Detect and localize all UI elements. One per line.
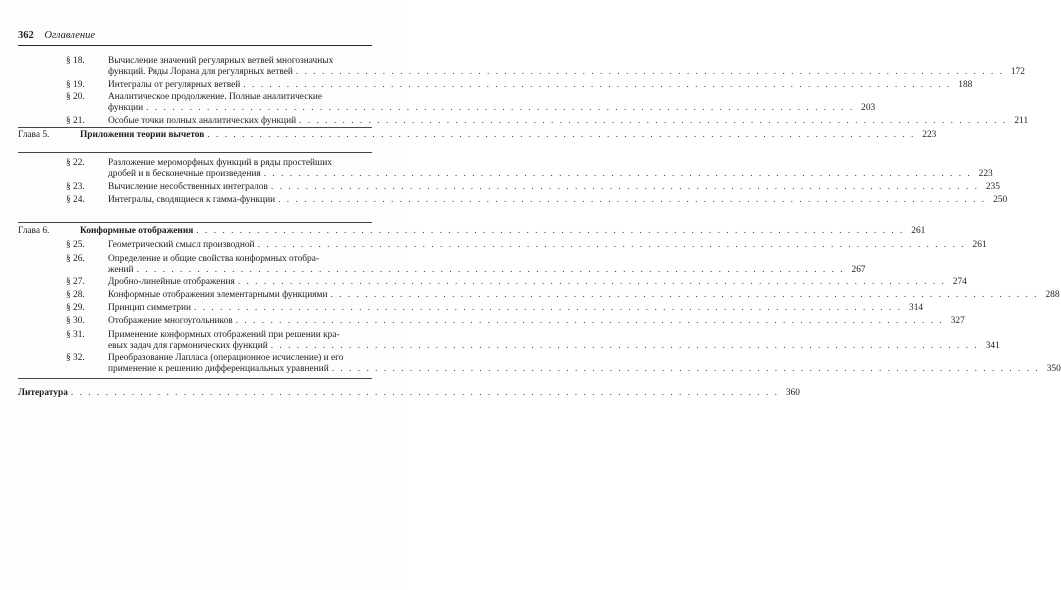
toc-entry-label: § 31. [66,330,85,340]
toc-entry-label: § 28. [66,290,85,300]
dot-leader [258,240,966,251]
dot-leader [71,388,779,399]
toc-entry-title: Отображение многоугольников [108,316,233,326]
toc-entry-title: функции [108,103,144,114]
header-rule [18,45,372,46]
toc-entry-title: применение к решению дифференциальных уравнений [108,364,329,375]
toc-entry-title: Приложения теории вычетов [80,130,205,140]
toc-page-number: 341 [985,341,1000,352]
toc-entry-title: функций. Ряды Лорана для регулярных ветвей [108,67,293,78]
toc-entry-label: § 23. [66,182,85,192]
dot-leader [243,80,951,91]
toc-entry-label: § 26. [66,254,85,264]
running-head [18,30,390,42]
toc-page-number: 288 [1045,290,1060,300]
toc-entry-title: Разложение мероморфных функций в ряды простейших [108,158,332,168]
toc-entry-title: Конформные отображения элементарными функциями [108,290,328,300]
toc-page-number: 350 [1046,364,1061,375]
dot-leader [207,130,915,141]
dot-leader [299,116,1007,127]
toc-entry-title: Конформные отображения [80,226,194,236]
toc-entry-title: Определение и общие свойства конформных отобра- [108,254,320,264]
toc-page-number: 223 [922,130,937,140]
dot-leader [278,195,986,206]
toc-entry-title: Вычисление значений регулярных ветвей многозначных [108,56,334,66]
toc-entry-title: Вычисление несобственных интегралов [108,182,268,192]
toc-entry-title: Преобразование Лапласа (операционное исчисление) и его [108,353,344,363]
toc-entry-label: § 32. [66,353,85,363]
toc-page-number: 235 [985,182,1000,192]
toc-page-number: 274 [952,277,967,287]
dot-leader [332,364,1040,375]
toc-entry-title: Применение конформных отображений при решении кра- [108,330,340,340]
toc-page-number: 250 [993,195,1008,205]
toc-entry-title: Геометрический смысл производной [108,240,255,250]
toc-entry-title: евых задач для гармонических функций [108,341,268,352]
toc-entry-title: Особые точки полных аналитических функций [108,116,297,126]
toc-page-number: 203 [861,103,876,114]
dot-leader [264,169,972,180]
toc-page-number: 211 [1014,116,1029,126]
toc-entry-label: Глава 5. [18,130,50,140]
page-title: Оглавление [44,30,96,41]
toc-entry-label: § 27. [66,277,85,287]
section-divider [18,127,372,128]
section-divider [18,378,372,379]
page-number: 362 [18,30,34,41]
dot-leader [271,341,979,352]
toc-page-number: 223 [978,169,993,180]
toc-entry-label: Глава 6. [18,226,50,236]
toc-entry-label: § 30. [66,316,85,326]
toc-entry-title: Дробно-линейные отображения [108,277,235,287]
toc-page-number: 267 [851,265,866,276]
toc-page-number: 261 [911,226,926,236]
toc-entry-label: § 18. [66,56,85,66]
toc-page-number: 172 [1010,67,1025,78]
toc-page-number: 360 [785,388,800,398]
dot-leader [194,303,902,314]
dot-leader [330,290,1038,301]
toc-entry-label: § 29. [66,303,85,313]
toc-page-number: 327 [950,316,965,326]
toc-entry-title: Литература [18,388,68,398]
toc-entry-label: § 21. [66,116,85,126]
toc-entry-label: § 19. [66,80,85,90]
toc-entry-title: жений [108,265,134,276]
section-divider [18,152,372,153]
dot-leader [146,103,854,114]
toc-page-number: 261 [972,240,987,250]
toc-entry-title: Интегралы, сводящиеся к гамма-функции [108,195,276,205]
toc-entry-title: Принцип симметрии [108,303,192,313]
dot-leader [236,316,944,327]
toc-page-number: 314 [909,303,924,313]
toc-page-number: 188 [958,80,973,90]
toc-entry-title: дробей и в бесконечные произведения [108,169,261,180]
dot-leader [196,226,904,237]
section-divider [18,222,372,223]
toc-entry-label: § 22. [66,158,85,168]
dot-leader [137,265,845,276]
toc-entry-label: § 24. [66,195,85,205]
dot-leader [238,277,946,288]
toc-entry-label: § 25. [66,240,85,250]
toc-entry-title: Интегралы от регулярных ветвей [108,80,241,90]
dot-leader [296,67,1004,78]
dot-leader [271,182,979,193]
toc-entry-title: Аналитическое продолжение. Полные аналитические [108,92,323,102]
toc-entry-label: § 20. [66,92,85,102]
